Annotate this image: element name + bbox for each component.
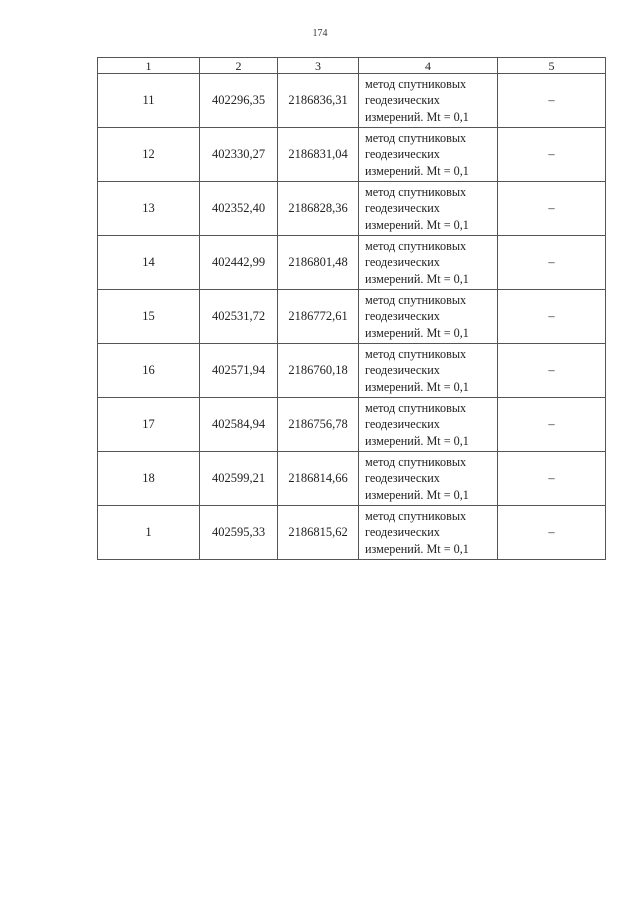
point-number-cell: 1 [98, 506, 200, 560]
column-header: 2 [200, 58, 278, 74]
method-cell [359, 74, 498, 128]
point-number-cell: 14 [98, 236, 200, 290]
y-coordinate-cell: 2186828,36 [278, 182, 359, 236]
method-cell [359, 452, 498, 506]
method-cell [359, 182, 498, 236]
method-text-line: метод спутниковых [365, 292, 467, 307]
x-coordinate-cell: 402599,21 [200, 452, 278, 506]
method-text-line: геодезических [365, 255, 440, 270]
point-number-cell: 12 [98, 128, 200, 182]
method-text-line: измерений. Mt = 0,1 [365, 109, 469, 124]
note-cell: – [498, 128, 606, 182]
table-body [98, 58, 606, 560]
note-cell: – [498, 290, 606, 344]
x-coordinate-cell: 402595,33 [200, 506, 278, 560]
x-coordinate-cell: 402352,40 [200, 182, 278, 236]
method-text-line: геодезических [365, 417, 440, 432]
method-text-line: измерений. Mt = 0,1 [365, 325, 469, 340]
y-coordinate-cell: 2186756,78 [278, 398, 359, 452]
x-coordinate-cell: 402442,99 [200, 236, 278, 290]
method-text-line: метод спутниковых [365, 184, 467, 199]
method-text-line: метод спутниковых [365, 454, 467, 469]
method-cell [359, 344, 498, 398]
y-coordinate-cell: 2186831,04 [278, 128, 359, 182]
method-text-line: метод спутниковых [365, 400, 467, 415]
method-text-line: измерений. Mt = 0,1 [365, 379, 469, 394]
method-text-line: метод спутниковых [365, 76, 467, 91]
y-coordinate-cell: 2186814,66 [278, 452, 359, 506]
method-text-line: измерений. Mt = 0,1 [365, 163, 469, 178]
method-text-line: метод спутниковых [365, 238, 467, 253]
note-cell: – [498, 452, 606, 506]
method-cell [359, 290, 498, 344]
method-text-line: метод спутниковых [365, 130, 467, 145]
method-text-line: метод спутниковых [365, 346, 467, 361]
method-text-line: измерений. Mt = 0,1 [365, 271, 469, 286]
x-coordinate-cell: 402330,27 [200, 128, 278, 182]
x-coordinate-cell: 402296,35 [200, 74, 278, 128]
method-cell [359, 236, 498, 290]
x-coordinate-cell: 402584,94 [200, 398, 278, 452]
coordinates-table [97, 57, 606, 560]
table-row [98, 452, 606, 506]
table-row [98, 344, 606, 398]
method-cell [359, 398, 498, 452]
table-row [98, 398, 606, 452]
table-row [98, 290, 606, 344]
method-text-line: измерений. Mt = 0,1 [365, 541, 469, 556]
table-row [98, 128, 606, 182]
note-cell: – [498, 182, 606, 236]
column-header: 4 [359, 58, 498, 74]
note-cell: – [498, 506, 606, 560]
method-text-line: метод спутниковых [365, 508, 467, 523]
method-text-line: измерений. Mt = 0,1 [365, 217, 469, 232]
method-text-line: геодезических [365, 471, 440, 486]
y-coordinate-cell: 2186772,61 [278, 290, 359, 344]
table-header-row [98, 58, 606, 74]
x-coordinate-cell: 402531,72 [200, 290, 278, 344]
note-cell: – [498, 236, 606, 290]
table-row [98, 182, 606, 236]
method-text-line: измерений. Mt = 0,1 [365, 487, 469, 502]
method-cell [359, 128, 498, 182]
method-text-line: геодезических [365, 147, 440, 162]
page-number: 174 [312, 28, 328, 39]
column-header: 5 [498, 58, 606, 74]
point-number-cell: 16 [98, 344, 200, 398]
note-cell: – [498, 74, 606, 128]
note-cell: – [498, 398, 606, 452]
y-coordinate-cell: 2186836,31 [278, 74, 359, 128]
note-cell: – [498, 344, 606, 398]
point-number-cell: 17 [98, 398, 200, 452]
table-row [98, 506, 606, 560]
method-text-line: геодезических [365, 363, 440, 378]
table-row [98, 236, 606, 290]
method-text-line: геодезических [365, 93, 440, 108]
point-number-cell: 15 [98, 290, 200, 344]
point-number-cell: 13 [98, 182, 200, 236]
method-text-line: геодезических [365, 201, 440, 216]
method-text-line: измерений. Mt = 0,1 [365, 433, 469, 448]
column-header: 3 [278, 58, 359, 74]
point-number-cell: 18 [98, 452, 200, 506]
method-text-line: геодезических [365, 309, 440, 324]
y-coordinate-cell: 2186760,18 [278, 344, 359, 398]
table-row [98, 74, 606, 128]
method-text-line: геодезических [365, 525, 440, 540]
y-coordinate-cell: 2186815,62 [278, 506, 359, 560]
x-coordinate-cell: 402571,94 [200, 344, 278, 398]
method-cell [359, 506, 498, 560]
point-number-cell: 11 [98, 74, 200, 128]
column-header: 1 [98, 58, 200, 74]
y-coordinate-cell: 2186801,48 [278, 236, 359, 290]
